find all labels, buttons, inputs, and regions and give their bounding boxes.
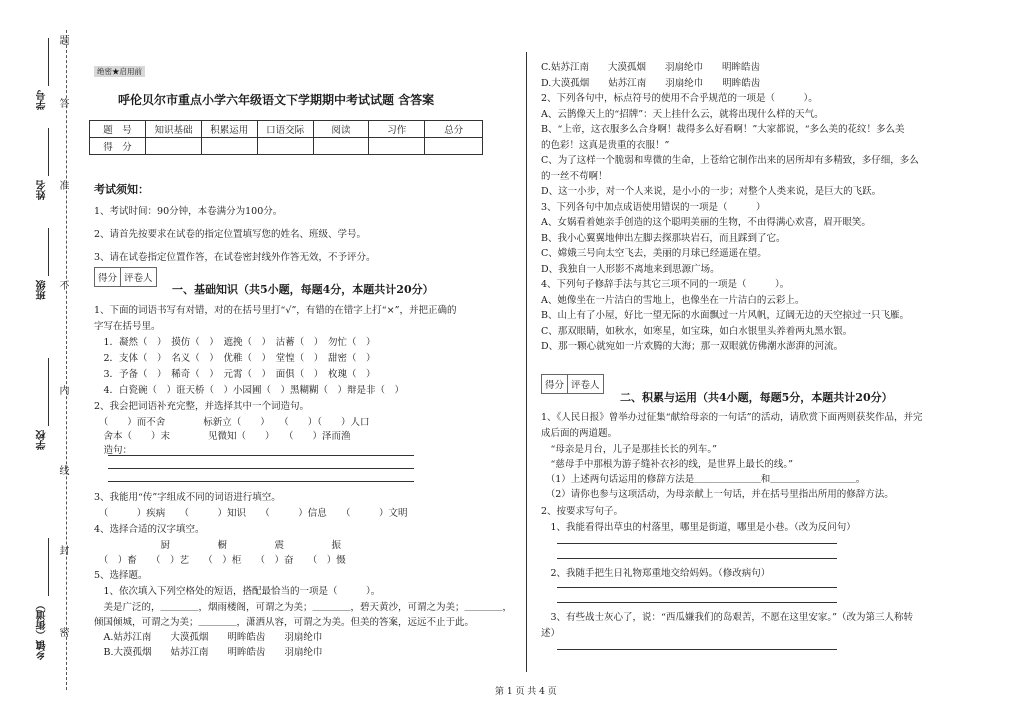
- question-text: 成后面的两道题。: [541, 428, 618, 439]
- field-label: 学号: [37, 90, 48, 110]
- question-text: 舍本（ ）末 见微知（ ） （ ）泽而渔: [94, 431, 351, 442]
- field-input-line[interactable]: [48, 358, 49, 426]
- grader-label: 评卷人: [567, 375, 603, 393]
- score-cell[interactable]: [146, 138, 202, 155]
- question-text: D.大漠孤烟 姑苏江南 羽扇纶巾 明眸皓齿: [541, 77, 761, 89]
- score-cell[interactable]: [257, 138, 313, 155]
- field-label: 学校: [37, 430, 48, 450]
- answer-line[interactable]: [557, 602, 837, 603]
- question-text: 3、有些战士灰心了，说：“西瓜嫌我们的岛艰苦，不愿在这里安家。”（改为第三人称转: [541, 612, 914, 623]
- answer-line[interactable]: [108, 468, 414, 469]
- score-label: 得分: [545, 380, 565, 391]
- binding-line: [66, 30, 67, 690]
- notice-item: 3、请在试卷指定位置作答，在试卷密封线外作答无效，不予评分。: [94, 252, 376, 263]
- grader-label: 评卷人: [120, 268, 156, 286]
- page-footer: 第 1 页 共 4 页: [495, 687, 557, 697]
- question-text: C、那双眼睛，如秋水，如寒星，如宝珠，如白水银里头养着两丸黑水银。: [541, 325, 853, 337]
- question-text: A、云鹊像天上的“招牌”：天上挂什么云，就将出现什么样的天气。: [541, 108, 824, 120]
- score-table-header: 习作: [369, 121, 425, 138]
- question-text: 3．予备（ ） 稀奇（ ） 元霄（ ） 面俱（ ） 枚瑰（ ）: [94, 369, 376, 380]
- score-label: 得分: [98, 273, 118, 284]
- question-text: D、这一小步，对一个人来说，是小小的一步；对整个人类来说，是巨大的飞跃。: [541, 186, 882, 197]
- seal-char: 答: [57, 98, 68, 108]
- field-input-line[interactable]: [48, 38, 49, 86]
- score-cell[interactable]: [369, 138, 425, 155]
- score-box-1: [94, 267, 157, 287]
- question-text: 1．凝然（ ） 摸仿（ ） 遮挽（ ） 沽蓄（ ） 勿忙（ ）: [94, 337, 376, 348]
- question-text: 述）: [541, 628, 561, 639]
- question-text: 2、按要求写句子。: [541, 506, 624, 517]
- question-text: 字写在括号里。: [94, 321, 161, 332]
- score-table-header: 口语交际: [257, 121, 313, 138]
- question-text: 的一丝不苟啊！: [541, 170, 608, 182]
- field-label: 乡镇（街道）: [37, 600, 48, 660]
- question-text: 2．支体（ ） 名义（ ） 优稚（ ） 堂惶（ ） 甜密（ ）: [94, 353, 376, 364]
- question-text: （ ）疾病 （ ）知识 （ ）信息 （ ）文明: [94, 508, 408, 519]
- page-title: 呼伦贝尔市重点小学六年级语文下学期期中考试试题 含答案: [118, 93, 435, 107]
- question-text: 4、下列句子修辞手法与其它三项不同的一项是（ ）。: [541, 279, 790, 290]
- answer-line[interactable]: [557, 558, 837, 559]
- question-text: 倾国倾城，可谓之为美；＿＿＿＿，潇洒从容，可谓之为美。但美的答案，远远不止于此。: [94, 617, 475, 628]
- score-table-header: 题 号: [90, 121, 146, 138]
- answer-line[interactable]: [557, 587, 837, 588]
- field-label: 姓名: [37, 180, 48, 200]
- question-text: 1、《人民日报》曾举办过征集“献给母亲的一句话”的活动，请欣赏下面两则获奖作品，并完: [541, 412, 923, 423]
- question-text: B.大漠孤烟 姑苏江南 明眸皓齿 羽扇纶巾: [94, 647, 323, 658]
- question-text: D、那一颗心就宛如一片欢腾的大海；那一双眼就仿佛潮水澎湃的河流。: [541, 341, 844, 352]
- field-input-line[interactable]: [48, 538, 49, 596]
- question-text: “慈母手中那根为游子缝补衣衫的线，是世界上最长的线。”: [541, 459, 793, 470]
- score-row-label: 得 分: [90, 138, 146, 155]
- seal-char: 线: [57, 465, 68, 475]
- seal-char: 内: [57, 385, 68, 395]
- notice-item: 1、考试时间：90分钟，本卷满分为100分。: [94, 206, 283, 217]
- question-text: （2）请你也参与这项活动，为母亲献上一句话，并在括号里指出所用的修辞方法。: [541, 489, 894, 500]
- question-text: C、为了这样一个脆弱和卑微的生命，上苍给它制作出来的居所却有多精致，多仔细，多么: [541, 155, 919, 166]
- question-text: 1、我能看得出草虫的村落里，哪里是街道，哪里是小巷。（改为反问句）: [541, 522, 856, 533]
- column-divider: [526, 52, 527, 672]
- score-table-header: 总分: [425, 121, 483, 138]
- score-table-header: 阅读: [313, 121, 369, 138]
- question-text: B、我小心翼翼地伸出左脚去探那块岩石，而且踩到了它。: [541, 232, 786, 244]
- question-text: 4．白瓷碗（ ）诳天桥（ ）小园圃（ ）黑糊糊（ ）辩是非（ ）: [94, 385, 405, 396]
- field-label: 班级: [37, 280, 48, 300]
- question-text: 2、下列各句中，标点符号的使用不合乎规范的一项是（ ）。: [541, 93, 818, 104]
- field-input-line[interactable]: [48, 128, 49, 176]
- question-text: “母亲是月台，儿子是那挂长长的列车。”: [541, 444, 717, 455]
- question-text: B、“上帝，这衣服多么合身啊！裁得多么好看啊！”大家都说，“多么美的花纹！多么美: [541, 124, 905, 135]
- score-cell[interactable]: [201, 138, 257, 155]
- seal-char: 密: [57, 627, 68, 637]
- seal-char: 准: [57, 180, 68, 190]
- question-text: C、嫦娥三号向太空飞去，美丽的月球已经遥遥在望。: [541, 248, 767, 259]
- section2-heading: 二、积累与运用（共4小题，每题5分，本题共计20分）: [620, 391, 893, 404]
- answer-line[interactable]: [108, 455, 414, 456]
- notice-heading: 考试须知：: [94, 183, 149, 196]
- question-text: 1、依次填入下列空格处的短语，搭配最恰当的一项是（ ）。: [94, 586, 381, 597]
- question-text: （ ）而不舍 标新立（ ） （ ）（ ）人口: [94, 417, 370, 428]
- score-cell[interactable]: [313, 138, 369, 155]
- question-text: A、她像坐在一片洁白的雪地上，也像坐在一片洁白的云彩上。: [541, 294, 805, 306]
- score-cell[interactable]: [425, 138, 483, 155]
- score-box-2: [541, 374, 604, 394]
- question-text: A.姑苏江南 大漠孤烟 明眸皓齿 羽扇纶巾: [94, 632, 323, 643]
- answer-line[interactable]: [108, 481, 414, 482]
- field-input-line[interactable]: [48, 228, 49, 276]
- question-text: 美是广泛的，＿＿＿＿，烟雨楼阁，可谓之为美；＿＿＿＿，碧天黄沙，可谓之为美；＿＿＿＿，: [94, 602, 513, 613]
- seal-char: 题: [57, 35, 68, 45]
- score-table-header: 积累运用: [201, 121, 257, 138]
- question-text: 1、下面的词语书写有对错，对的在括号里打“√”，有错的在错字上打“×”，并把正确的: [94, 305, 457, 316]
- answer-line[interactable]: [557, 649, 837, 650]
- answer-line[interactable]: [557, 543, 837, 544]
- question-text: 的色彩！这真是贵重的衣服！”: [541, 139, 670, 151]
- score-table: [89, 120, 483, 155]
- seal-char: 不: [57, 280, 68, 290]
- question-text: 3、我能用“传”字组成不同的词语进行填空。: [94, 492, 281, 503]
- question-text: 2、我随手把生日礼物郑重地交给妈妈。（修改病句）: [541, 568, 771, 579]
- question-text: （ ）畜 （ ）艺 （ ）柜 （ ）奋 （ ）慑: [94, 555, 346, 566]
- question-text: 2、我会把词语补充完整，并选择其中一个词造句。: [94, 401, 310, 412]
- question-text: 厨 橱 震 振: [94, 540, 342, 551]
- section1-heading: 一、基础知识（共5小题，每题4分，本题共计20分）: [172, 283, 434, 296]
- question-text: 造句：: [94, 445, 133, 456]
- question-text: 3、下列各句中加点成语使用错误的一项是（ ）: [541, 201, 766, 213]
- secret-label: 绝密★启用前: [94, 66, 145, 77]
- question-text: C.姑苏江南 大漠孤烟 羽扇纶巾 明眸皓齿: [541, 62, 760, 73]
- score-table-header: 知识基础: [146, 121, 202, 138]
- question-text: D、我独自一人形影不离地来到思源广场。: [541, 263, 720, 275]
- question-text: 4、选择合适的汉字填空。: [94, 524, 205, 535]
- question-text: A、女娲看着她亲手创造的这个聪明美丽的生物，不由得满心欢喜，眉开眼笑。: [541, 217, 871, 228]
- notice-item: 2、请首先按要求在试卷的指定位置填写您的姓名、班级、学号。: [94, 229, 367, 240]
- question-text: 5、选择题。: [94, 570, 148, 581]
- seal-char: 封: [57, 545, 68, 555]
- question-text: B、山上有了小屋，好比一望无际的水面飘过一片风帆，辽阔无边的天空掠过一只飞雁。: [541, 310, 909, 321]
- question-text: （1）上述两句话运用的修辞方法是＿＿＿＿＿＿＿和＿＿＿＿＿＿＿＿＿。: [541, 474, 866, 485]
